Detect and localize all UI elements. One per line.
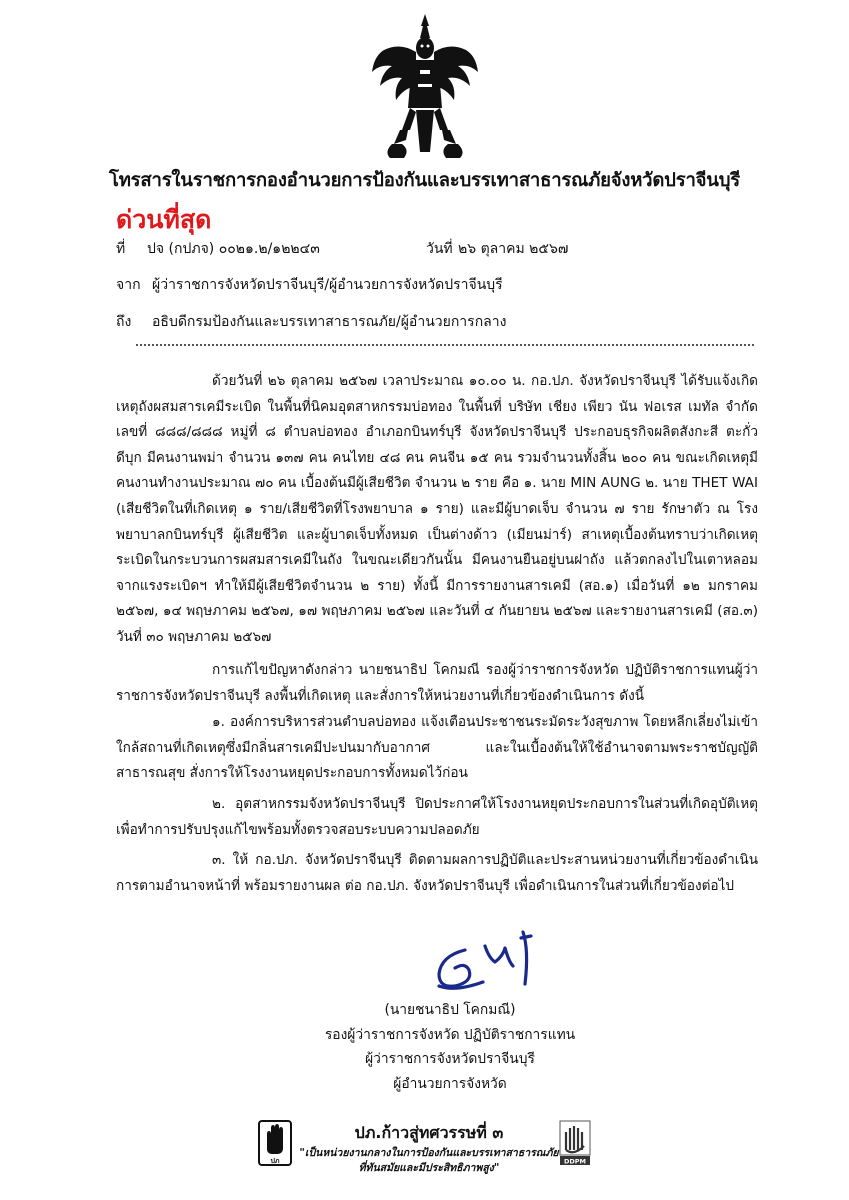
- reference-number: ปจ (กปภจ) ๐๐๒๑.๒/๑๒๒๔๓: [147, 241, 320, 257]
- from-label: จาก: [116, 277, 141, 293]
- action-item-1: [116, 710, 758, 787]
- date-value: ๒๖ ตุลาคม ๒๕๖๗: [458, 241, 569, 257]
- paragraph-text: ด้วยวันที่ ๒๖ ตุลาคม ๒๕๖๗ เวลาประมาณ ๑๐.๐๐ น. กอ.ปภ. จังหวัดปราจีนบุรี ได้รับแจ้งเกิดเหตุถังผสมสารเคมีระเบิด ในพื้นที่นิคมอุตสาหกรรมบ่อทอง ในพื้นที่ บริษัท เชียง เพียว นัน ฟอเรส เมทัล จำกัด เลขที่ ๘๘๘/๘๘๘ หมู่ที่ ๘ ตำบลบ่อทอง อำเภอกบินทร์บุรี จังหวัดปราจีนบุรี ประกอบธุรกิจผลิตสังกะสี ตะกั่ว ดีบุก มีคนงานพม่า จำนวน ๑๓๗ คน คนไทย ๔๘ คน คนจีน ๑๕ คน รวมจำนวนทั้งสิ้น ๒๐๐ คน ขณะเกิดเหตุมีคนงานทำงานประมาณ ๗๐ คน เบื้องต้นมีผู้เสียชีวิต จำนวน ๒ ราย คือ ๑. นาย MIN AUNG ๒. นาย THET WAI (เสียชีวิตในที่เกิดเหตุ ๑ ราย/เสียชีวิตที่โรงพยาบาล ๑ ราย) และมีผู้บาดเจ็บ จำนวน ๗ ราย รักษาตัว ณ โรงพยาบาลกบินทร์บุรี ผู้เสียชีวิต และผู้บาดเจ็บทั้งหมด เป็นต่างด้าว (เมียนม่าร์) สาเหตุเบื้องต้นทราบว่าเกิดเหตุระเบิดในกระบวนการผสมสารเคมีในถัง ในขณะเดียวกันนั้น มีคนงานยืนอยู่บนฝาถัง แล้วตกลงไปในเตาหลอมจากแรงระเบิดฯ ทำให้มีผู้เสียชีวิตจำนวน ๒ ราย) ทั้งนี้ มีการรายงานสารเคมี (สอ.๑) เมื่อวันที่ ๑๒ มกราคม ๒๕๖๗, ๑๔ พฤษภาคม ๒๕๖๗, ๑๗ พฤษภาคม ๒๕๖๗ และวันที่ ๔ กันยายน ๒๕๖๗ และรายงานสารเคมี (สอ.๓) วันที่ ๓๐ พฤษภาคม ๒๕๖๗: [116, 373, 758, 645]
- signer-role: ผู้อำนวยการจังหวัด: [393, 1076, 507, 1092]
- paragraph-text: ๑. องค์การบริหารส่วนตำบลบ่อทอง แจ้งเตือนประชาชนระมัดระวังสุขภาพ โดยหลีกเลี่ยงไม่เข้าใกล้สถานที่เกิดเหตุซึ่งมีกลิ่นสารเคมีปะปนมากับอากาศ และในเบื้องต้นให้ใช้อำนาจตามพระราชบัญญัติสาธารณสุข สั่งการให้โรงงานหยุดประกอบการทั้งหมดไว้ก่อน: [116, 714, 758, 782]
- paragraph-text: ๓. ให้ กอ.ปภ. จังหวัดปราจีนบุรี ติดตามผลการปฏิบัติและประสานหน่วยงานที่เกี่ยวข้องดำเนินการตามอำนาจหน้าที่ พร้อมรายงานผล ต่อ กอ.ปภ. จังหวัดปราจีนบุรี เพื่อดำเนินการในส่วนที่เกี่ยวข้องต่อไป: [116, 852, 758, 894]
- signer-on-behalf: ผู้ว่าราชการจังหวัดปราจีนบุรี: [365, 1051, 535, 1067]
- dpm-hand-logo-icon: [258, 1120, 292, 1166]
- from-value: ผู้ว่าราชการจังหวัดปราจีนบุรี/ผู้อำนวยการจังหวัดปราจีนบุรี: [152, 277, 503, 293]
- handwritten-signature: [425, 928, 565, 998]
- footer-motto: [298, 1121, 560, 1176]
- signer-position: รองผู้ว่าราชการจังหวัด ปฏิบัติราชการแทน: [324, 1027, 576, 1043]
- date-label: วันที่: [426, 241, 453, 257]
- garuda-emblem: [370, 12, 480, 162]
- to-value: อธิบดีกรมป้องกันและบรรเทาสาธารณภัย/ผู้อำนวยการกลาง: [152, 314, 507, 330]
- action-item-2: [116, 792, 758, 843]
- left-logo-text: ปภ: [270, 1157, 280, 1165]
- action-item-3: [116, 848, 758, 899]
- dotted-divider: [136, 344, 754, 346]
- to-label: ถึง: [116, 314, 132, 330]
- body-paragraph-2: [116, 658, 758, 709]
- document-title: โทรสารในราชการกองอำนวยการป้องกันและบรรเทาสาธารณภัยจังหวัดปราจีนบุรี: [108, 170, 741, 191]
- motto-title: ปภ.ก้าวสู่ทศวรรษที่ ๓: [354, 1123, 504, 1142]
- body-paragraph-1: [116, 369, 758, 651]
- paragraph-text: ๒. อุตสาหกรรมจังหวัดปราจีนบุรี ปิดประกาศให้โรงงานหยุดประกอบการในส่วนที่เกิดอุบัติเหตุ เพื่อทำการปรับปรุงแก้ไขพร้อมทั้งตรวจสอบระบบความปลอดภัย: [116, 796, 758, 838]
- reference-label: ที่: [116, 241, 126, 257]
- paragraph-text: การแก้ไขปัญหาดังกล่าว นายชนาธิป โคกมณี รองผู้ว่าราชการจังหวัด ปฏิบัติราชการแทนผู้ว่าราชการจังหวัดปราจีนบุรี ลงพื้นที่เกิดเหตุ และสั่งการให้หน่วยงานที่เกี่ยวข้องดำเนินการ ดังนี้: [116, 662, 758, 704]
- ddpm-logo-icon: [558, 1120, 592, 1166]
- signer-name: (นายชนาธิป โคกมณี): [384, 1002, 516, 1018]
- urgency-label: ด่วนที่สุด: [116, 205, 212, 234]
- motto-line-1: "เป็นหน่วยงานกลางในการป้องกันและบรรเทาสาธารณภัย: [299, 1147, 559, 1159]
- motto-line-2: ที่ทันสมัยและมีประสิทธิภาพสูง": [358, 1162, 500, 1174]
- right-logo-text: DDPM: [563, 1157, 587, 1166]
